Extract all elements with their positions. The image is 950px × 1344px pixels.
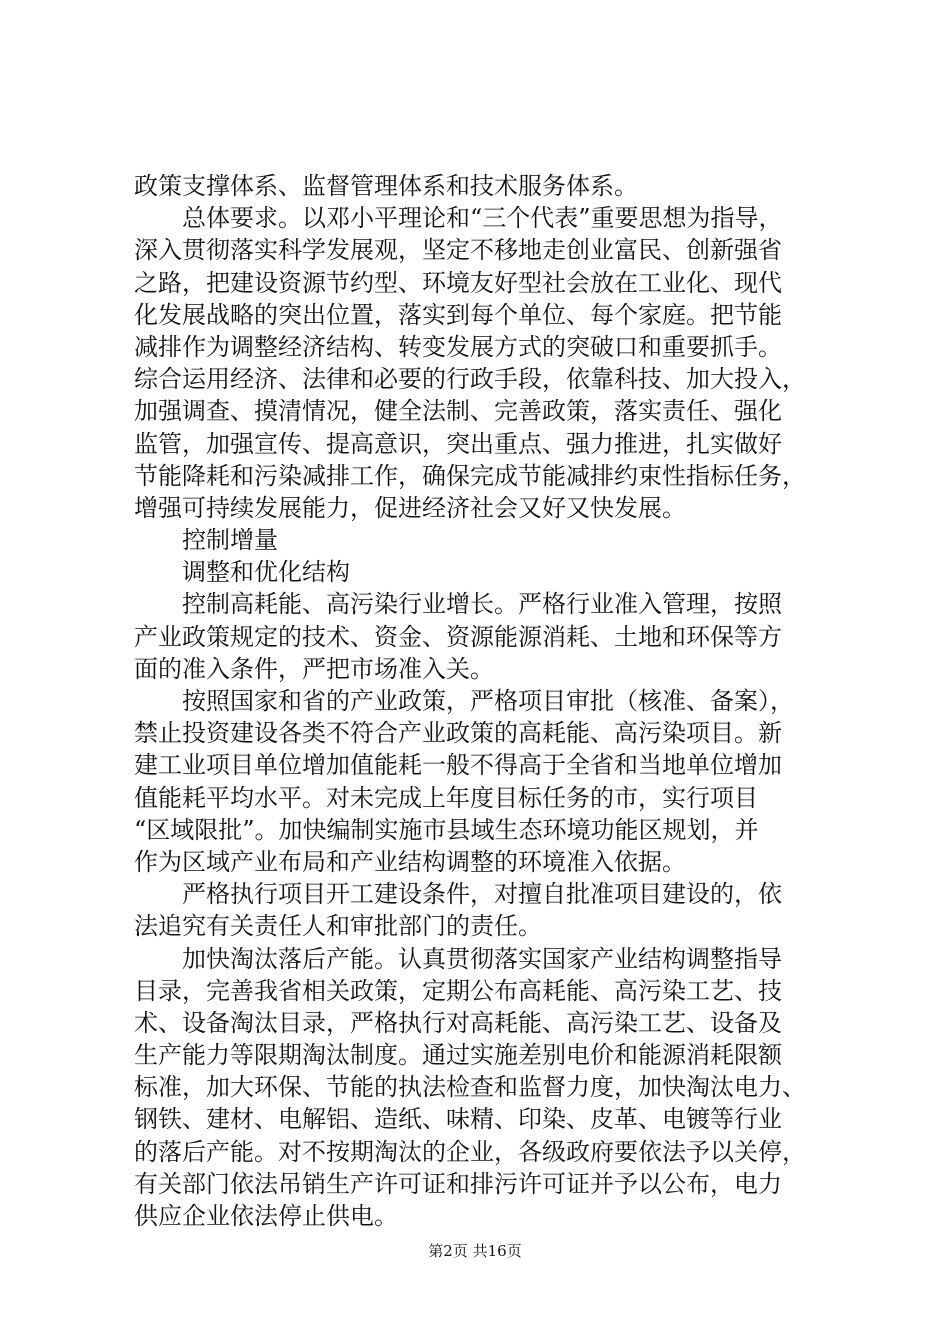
text-line: 增强可持续发展能力，促进经济社会又好又快发展。 xyxy=(134,493,686,522)
text-line: 标准，加大环保、节能的执法检查和监督力度，加快淘汰电力、 xyxy=(134,1073,806,1102)
text-line: 总体要求。以邓小平理论和“三个代表”重要思想为指导， xyxy=(182,204,783,233)
text-line: 值能耗平均水平。对未完成上年度目标任务的市，实行项目 xyxy=(134,783,758,812)
text-line: 钢铁、建材、电解铝、造纸、味精、印染、皮革、电镀等行业 xyxy=(134,1105,782,1134)
text-line: 的落后产能。对不按期淘汰的企业，各级政府要依法予以关停， xyxy=(134,1137,806,1166)
text-line: 目录，完善我省相关政策，定期公布高耗能、高污染工艺、技 xyxy=(134,976,782,1005)
text-line: 禁止投资建设各类不符合产业政策的高耗能、高污染项目。新 xyxy=(134,719,782,748)
text-line: 控制高耗能、高污染行业增长。严格行业准入管理，按照 xyxy=(182,590,782,619)
text-line: 作为区域产业布局和产业结构调整的环境准入依据。 xyxy=(134,847,686,876)
text-line: 术、设备淘汰目录，严格执行对高耗能、高污染工艺、设备及 xyxy=(134,1008,782,1037)
text-line: 调整和优化结构 xyxy=(182,558,350,587)
text-line: 化发展战略的突出位置，落实到每个单位、每个家庭。把节能 xyxy=(134,300,782,329)
page-footer: 第2页 共16页 xyxy=(428,1242,522,1260)
text-line: 面的准入条件，严把市场准入关。 xyxy=(134,654,494,683)
text-line: 减排作为调整经济结构、转变发展方式的突破口和重要抓手。 xyxy=(134,332,782,361)
text-line: 严格执行项目开工建设条件，对擅自批准项目建设的，依 xyxy=(182,880,782,909)
text-line: 按照国家和省的产业政策，严格项目审批（核准、备案）， xyxy=(182,687,794,715)
text-line: 加强调查、摸清情况，健全法制、完善政策，落实责任、强化 xyxy=(134,397,782,426)
text-line: 之路，把建设资源节约型、环境友好型社会放在工业化、现代 xyxy=(134,268,782,297)
text-line: 产业政策规定的技术、资金、资源能源消耗、土地和环保等方 xyxy=(134,622,782,651)
text-line: 加快淘汰落后产能。认真贯彻落实国家产业结构调整指导 xyxy=(182,944,782,973)
text-line: 深入贯彻落实科学发展观，坚定不移地走创业富民、创新强省 xyxy=(134,236,782,265)
text-line: 监管，加强宣传、提高意识，突出重点、强力推进，扎实做好 xyxy=(134,429,782,458)
text-line: 有关部门依法吊销生产许可证和排污许可证并予以公布，电力 xyxy=(134,1169,782,1198)
document-body xyxy=(134,170,834,1232)
text-line: 法追究有关责任人和审批部门的责任。 xyxy=(134,912,542,941)
text-line: 政策支撑体系、监督管理体系和技术服务体系。 xyxy=(134,172,638,200)
text-line: 控制增量 xyxy=(182,526,278,555)
text-line: 节能降耗和污染减排工作，确保完成节能减排约束性指标任务， xyxy=(134,461,806,490)
text-line: 综合运用经济、法律和必要的行政手段，依靠科技、加大投入， xyxy=(134,365,806,394)
text-line: “区域限批”。加快编制实施市县域生态环境功能区规划，并 xyxy=(134,815,759,844)
text-line: 供应企业依法停止供电。 xyxy=(134,1202,398,1230)
text-line: 生产能力等限期淘汰制度。通过实施差别电价和能源消耗限额 xyxy=(134,1041,782,1070)
text-line: 建工业项目单位增加值能耗一般不得高于全省和当地单位增加 xyxy=(134,751,782,780)
